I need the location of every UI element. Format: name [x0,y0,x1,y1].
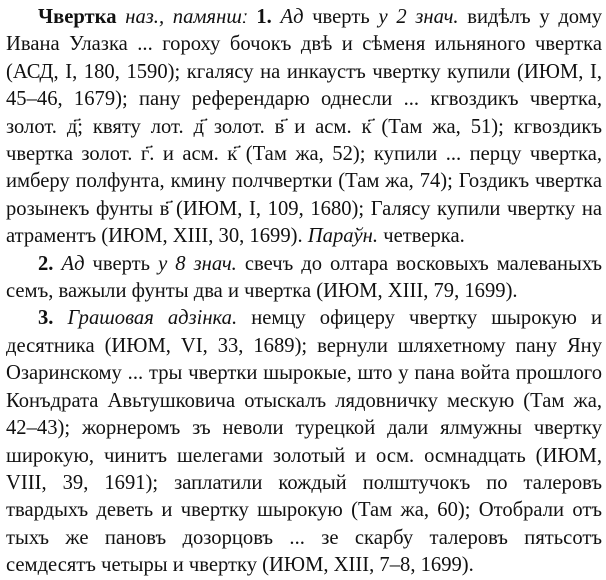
entry-sense-3 [6,305,602,579]
sense-2-prep: у [158,252,168,275]
sense-1-meaning: 2 знач. [396,6,459,28]
headword: Чвертка [38,6,117,28]
entry-sense-1 [6,4,602,251]
sense-2-ref-word: чверть [92,252,151,275]
entry-sense-2 [6,251,602,306]
sense-1-number: 1. [256,6,272,28]
sense-1-ref-word: чверть [312,6,370,28]
sense-2-number: 2. [38,252,54,275]
sense-2-citations: свечъ до олтара восковыхъ малеваныхъ семъ, важыли фунты два и чвертка (ИЮМ, XIII, 79, 1699). [6,252,602,303]
sense-2-label: Ад [61,252,85,275]
sense-1-prep: у [378,6,388,28]
sense-3-citations: немцу офицеру чвертку шырокую и десятника (ИЮМ, VI, 33, 1689); вернули шляхетному пану Яну Озаринскому ... тры чвертки шырокые, што у пана войта прошлого Конъдрата Авьтушковича отыскалъ лядовничку мескую (Там жа, 42–43); жорнеромъ зъ неволи турецкой дали ялмужны чвертку широкую, чинитъ шелегами золотый и осм. осмнадцать (ИЮМ, VIII, 39, 1691); заплатили кождый полштучокъ по талеровъ твардыхъ деветь и чвертку шырокую (Там жа, 60); Отобрали отъ тыхъ же пановъ дозорцовъ ... зе скарбу талеровъ пятьсотъ семдесятъ четыры и чвертку (ИЮМ, XIII, 7–8, 1699). [6,307,602,577]
sense-3-number: 3. [38,307,54,330]
sense-1-compare-label: Параўн. [307,225,379,248]
sense-2-meaning: 8 знач. [175,252,237,275]
grammar-note: наз., памяншː [125,6,248,28]
sense-1-label: Ад [280,6,304,28]
sense-3-meaning: Грашовая адзінка. [67,307,238,330]
sense-1-citations: видѣлъ у дому Ивана Улазка ... гороху бочокъ двѣ и сѣменя ильняного чвертка (АСД, I, 180, 1590); кгалясу на инкаустъ чвертку купили (ИЮМ, I, 45–46, 1679); пану референдарю однесли ... кгвоздикъ чвертка, золот. д҃; квяту лот. д҃ золот. в҃ и асм. к҃ (Там жа, 51); кгвоздикъ чвертка золот. г҃. и асм. к҃ (Там жа, 52); купили ... перцу чвертка, имберу полфунта, кмину полчвертки (Там жа, 74); Гоздикъ чвертка розынекъ фунты в҃ (ИЮМ, I, 109, 1680); Галясу купили чвертку на атраментъ (ИЮМ, XIII, 30, 1699). [6,6,603,248]
sense-1-compare-word: четверка. [383,225,465,248]
